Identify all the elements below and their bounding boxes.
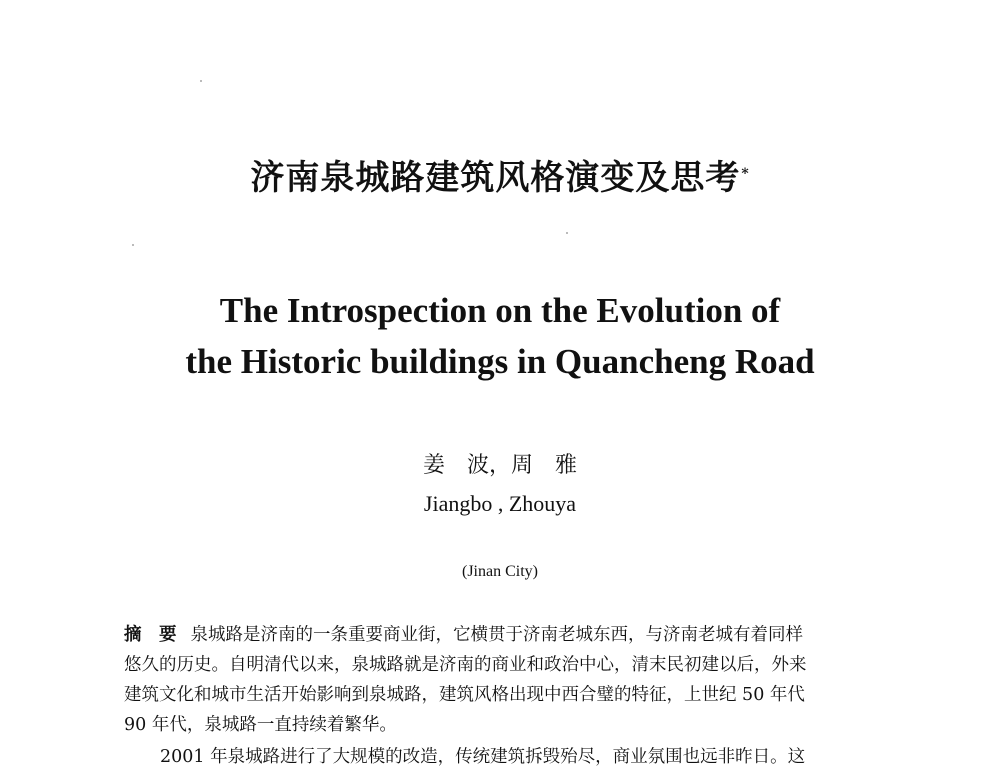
body-paragraph-cutoff: 2001 年泉城路进行了大规模的改造，传统建筑拆毁殆尽，商业氛围也远非昨日。这: [160, 747, 806, 767]
title-english-line-2: the Historic buildings in Quancheng Road: [185, 342, 815, 381]
title-english-line-1: The Introspection on the Evolution of: [219, 291, 781, 330]
title-english: [0, 285, 1000, 387]
abstract-line-4: 90 年代，泉城路一直持续着繁华。: [124, 715, 397, 735]
affiliation: (Jinan City): [462, 563, 538, 580]
title-footnote-mark: *: [741, 166, 750, 182]
authors-chinese: 姜 波，周 雅: [422, 453, 577, 478]
authors-english: Jiangbo , Zhouya: [423, 491, 577, 516]
abstract-text-1: 泉城路是济南的一条重要商业街，它横贯于济南老城东西，与济南老城有着同样: [190, 625, 803, 645]
abstract-line-2: 悠久的历史。自明清代以来，泉城路就是济南的商业和政治中心，清末民初建以后，外来: [124, 655, 807, 675]
abstract: [124, 620, 878, 740]
title-chinese-text: 济南泉城路建筑风格演变及思考: [250, 158, 741, 198]
abstract-label: 摘 要: [124, 625, 177, 645]
scan-speck: [132, 244, 134, 246]
scan-speck: [200, 80, 202, 82]
title-chinese: [0, 153, 1000, 203]
abstract-line-1: [124, 620, 878, 650]
scan-speck: [566, 232, 568, 234]
abstract-line-3: 建筑文化和城市生活开始影响到泉城路，建筑风格出现中西合璧的特征，上世纪 50 年代: [124, 685, 805, 705]
